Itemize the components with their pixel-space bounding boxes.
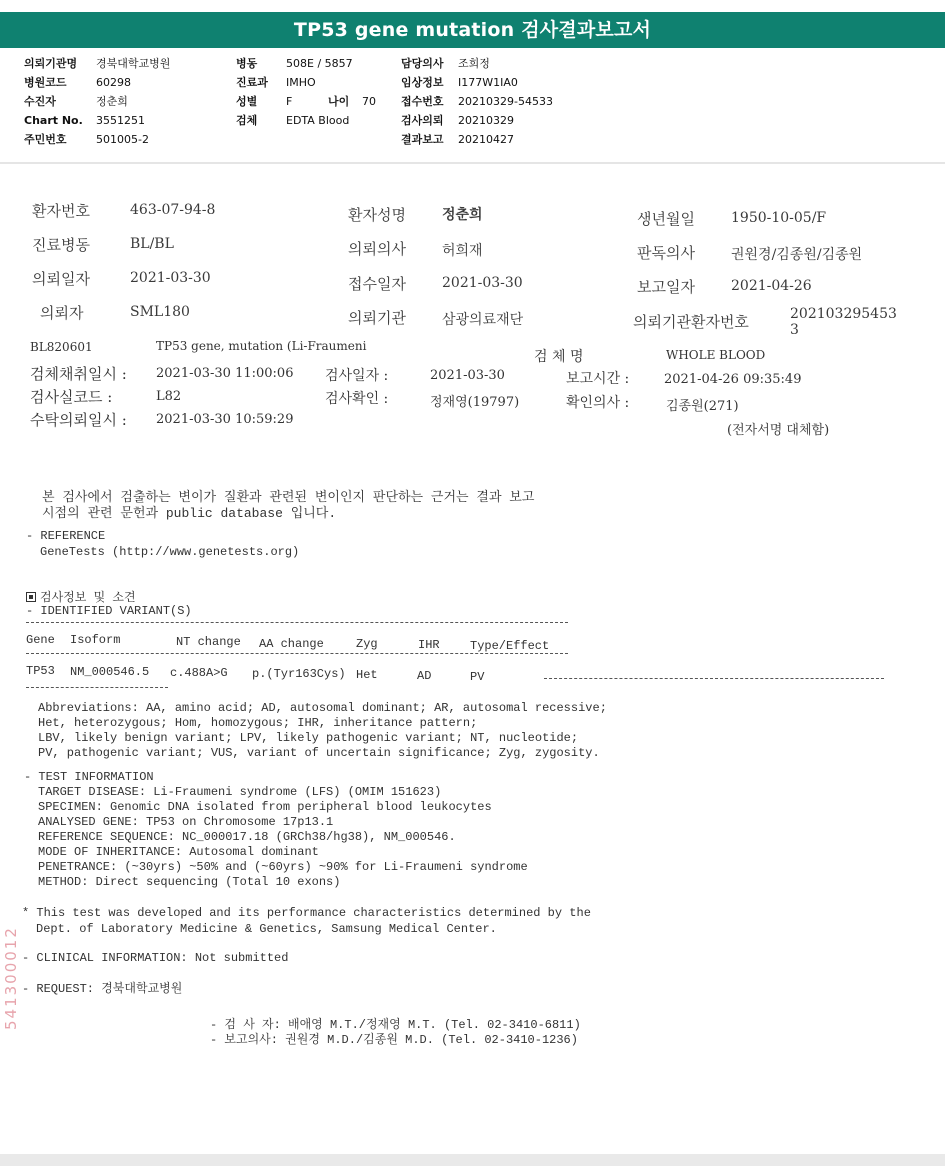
- patient-value: 2021-03-30: [130, 270, 211, 286]
- age-value: 70: [362, 95, 376, 108]
- info-value: 20210427: [458, 133, 514, 146]
- patient-value: 권원경/김종원/김종원: [731, 247, 863, 263]
- collect-label: 검체채취일시 :: [30, 365, 127, 383]
- abbreviation-line: LBV, likely benign variant; LPV, likely pathogenic variant; NT, nucleotide;: [38, 731, 579, 745]
- col-header: Gene: [26, 633, 55, 647]
- collect-value: 2021-03-30 11:00:06: [156, 366, 294, 381]
- page-bottom-edge: [0, 1154, 945, 1166]
- received-value: 2021-03-30 10:59:29: [156, 412, 294, 427]
- info-value: 조희정: [458, 57, 490, 70]
- info-value: IMHO: [286, 76, 316, 89]
- findings-heading-text: 검사정보 및 소견: [40, 591, 136, 605]
- patient-value: 2021-03-30: [442, 275, 523, 291]
- patient-value: SML180: [130, 304, 190, 320]
- info-label: 검체: [236, 114, 258, 127]
- patient-label: 진료병동: [32, 236, 90, 254]
- info-label: Chart No.: [24, 114, 83, 127]
- info-value: 508E / 5857: [286, 57, 353, 70]
- info-col-1: [24, 54, 170, 149]
- received-label: 수탁의뢰일시 :: [30, 411, 127, 429]
- patient-value: BL/BL: [130, 236, 174, 252]
- testinfo-line: SPECIMEN: Genomic DNA isolated from peripheral blood leukocytes: [38, 800, 492, 814]
- col-header: Zyg: [356, 637, 378, 651]
- age-label: 나이: [328, 95, 350, 108]
- testinfo-line: TARGET DISEASE: Li-Fraumeni syndrome (LFS) (OMIM 151623): [38, 785, 442, 799]
- abbreviation-line: PV, pathogenic variant; VUS, variant of uncertain significance; Zyg, zygosity.: [38, 746, 600, 760]
- scanned-report: [0, 170, 945, 1150]
- testinfo-line: MODE OF INHERITANCE: Autosomal dominant: [38, 845, 319, 859]
- info-label: 성별: [236, 95, 258, 108]
- testdate-label: 검사일자 :: [325, 368, 389, 384]
- info-label: 진료과: [236, 76, 268, 89]
- notice-line: 본 검사에서 검출하는 변이가 질환과 관련된 변이인지 판단하는 근거는 결과 보고: [42, 490, 535, 505]
- reference-line: GeneTests (http://www.genetests.org): [40, 545, 300, 559]
- labcode-label: 검사실코드 :: [30, 388, 113, 406]
- info-label: 의뢰기관명: [24, 57, 78, 70]
- info-value: F: [286, 95, 293, 108]
- table-rule: [26, 687, 168, 688]
- specimen-label: 검 체 명: [534, 349, 584, 365]
- info-label: 임상정보: [401, 76, 444, 89]
- patient-label: 접수일자: [348, 275, 406, 293]
- col-header: Isoform: [70, 633, 121, 647]
- table-rule: [26, 653, 568, 654]
- doctor-value: 김종원(271): [666, 399, 739, 414]
- notice-line: 시점의 관련 문헌과 public database 입니다.: [42, 506, 337, 521]
- patient-value: 2021-04-26: [731, 278, 812, 294]
- info-value: 3551251: [96, 114, 145, 127]
- abbreviation-line: Het, heterozygous; Hom, homozygous; IHR, inheritance pattern;: [38, 716, 478, 730]
- patient-label: 환자번호: [32, 202, 90, 220]
- report-title: TP53 gene mutation 검사결과보고서: [0, 12, 945, 48]
- info-value: 501005-2: [96, 133, 149, 146]
- patient-label: 의뢰일자: [32, 270, 90, 288]
- info-value: 경북대학교병원: [96, 57, 171, 70]
- square-bullet-icon: [26, 592, 36, 602]
- info-label: 결과보고: [401, 133, 444, 146]
- testinfo-heading: - TEST INFORMATION: [24, 770, 154, 784]
- patient-value: 202103295453: [790, 306, 897, 322]
- info-value: EDTA Blood: [286, 114, 350, 127]
- variant-cell: TP53: [26, 664, 55, 678]
- variant-cell: NM_000546.5: [70, 665, 150, 679]
- patient-label: 보고일자: [637, 278, 695, 296]
- info-value: 정춘희: [96, 95, 128, 108]
- confirm-value: 정재영(19797): [430, 395, 520, 410]
- reporttime-label: 보고시간 :: [566, 371, 630, 387]
- patient-label: 의뢰기관: [348, 309, 406, 327]
- variant-cell: p.(Tyr163Cys): [252, 667, 346, 681]
- clinical-info: - CLINICAL INFORMATION: Not submitted: [22, 951, 289, 965]
- testinfo-line: ANALYSED GENE: TP53 on Chromosome 17p13.1: [38, 815, 334, 829]
- info-label: 담당의사: [401, 57, 444, 70]
- info-label: 접수번호: [401, 95, 444, 108]
- info-value: I177W1IA0: [458, 76, 518, 89]
- info-label: 검사의뢰: [401, 114, 444, 127]
- findings-sub: - IDENTIFIED VARIANT(S): [26, 604, 192, 618]
- patient-value: 1950-10-05/F: [731, 210, 827, 226]
- patient-value: 삼광의료재단: [442, 312, 524, 328]
- info-value: 60298: [96, 76, 131, 89]
- testinfo-line: METHOD: Direct sequencing (Total 10 exons): [38, 875, 341, 889]
- col-header: Type/Effect: [470, 639, 550, 653]
- table-rule: [544, 678, 884, 679]
- signature-line: - 검 사 자: 배애영 M.T./정재영 M.T. (Tel. 02-3410-6811): [210, 1018, 581, 1032]
- patient-label: 환자성명: [348, 206, 406, 224]
- col-header: NT change: [176, 635, 241, 649]
- patient-value: 3: [790, 322, 799, 338]
- specimen-value: WHOLE BLOOD: [666, 348, 766, 362]
- doctor-label: 확인의사 :: [566, 395, 630, 411]
- patient-label: 의뢰기관환자번호: [633, 313, 749, 331]
- note-line: Dept. of Laboratory Medicine & Genetics, Samsung Medical Center.: [36, 922, 497, 936]
- info-col-2: [236, 54, 376, 130]
- testdate-value: 2021-03-30: [430, 368, 505, 383]
- info-label: 병동: [236, 57, 258, 70]
- col-header: AA change: [259, 637, 324, 651]
- patient-label: 의뢰의사: [348, 240, 406, 258]
- info-value: 20210329: [458, 114, 514, 127]
- reporttime-value: 2021-04-26 09:35:49: [664, 372, 802, 387]
- variant-cell: AD: [417, 669, 432, 683]
- request-line: - REQUEST: 경북대학교병원: [22, 982, 183, 996]
- patient-label: 판독의사: [637, 244, 695, 262]
- abbreviation-line: Abbreviations: AA, amino acid; AD, autosomal dominant; AR, autosomal recessive;: [38, 701, 607, 715]
- note-line: * This test was developed and its performance characteristics determined by the: [22, 906, 591, 920]
- reference-heading: - REFERENCE: [26, 529, 106, 543]
- info-label: 주민번호: [24, 133, 67, 146]
- col-header: IHR: [418, 638, 440, 652]
- patient-name: 정춘희: [442, 207, 483, 223]
- patient-value: 허희재: [442, 243, 483, 259]
- info-value: 20210329-54533: [458, 95, 553, 108]
- esign-note: (전자서명 대체함): [727, 423, 830, 438]
- labcode-value: L82: [156, 389, 182, 404]
- info-col-3: [401, 54, 553, 149]
- testinfo-line: REFERENCE SEQUENCE: NC_000017.18 (GRCh38/hg38), NM_000546.: [38, 830, 456, 844]
- info-label: 병원코드: [24, 76, 67, 89]
- table-rule: [26, 622, 568, 623]
- patient-label: 생년월일: [637, 210, 695, 228]
- test-name: TP53 gene, mutation (Li-Fraumeni: [156, 339, 367, 353]
- header-divider: [0, 162, 945, 164]
- variant-cell: Het: [356, 668, 378, 682]
- variant-cell: PV: [470, 670, 485, 684]
- findings-heading: [26, 588, 136, 605]
- testinfo-line: PENETRANCE: (~30yrs) ~50% and (~60yrs) ~90% for Li-Fraumeni syndrome: [38, 860, 528, 874]
- patient-value: 463-07-94-8: [130, 202, 216, 218]
- info-label: 수진자: [24, 95, 56, 108]
- barcode-number-stamp: 541300012: [2, 926, 20, 1030]
- variant-cell: c.488A>G: [170, 666, 228, 680]
- test-code: BL820601: [30, 340, 93, 354]
- confirm-label: 검사확인 :: [325, 391, 389, 407]
- signature-line: - 보고의사: 권원경 M.D./김종원 M.D. (Tel. 02-3410-1236): [210, 1033, 578, 1047]
- patient-label: 의뢰자: [40, 304, 84, 322]
